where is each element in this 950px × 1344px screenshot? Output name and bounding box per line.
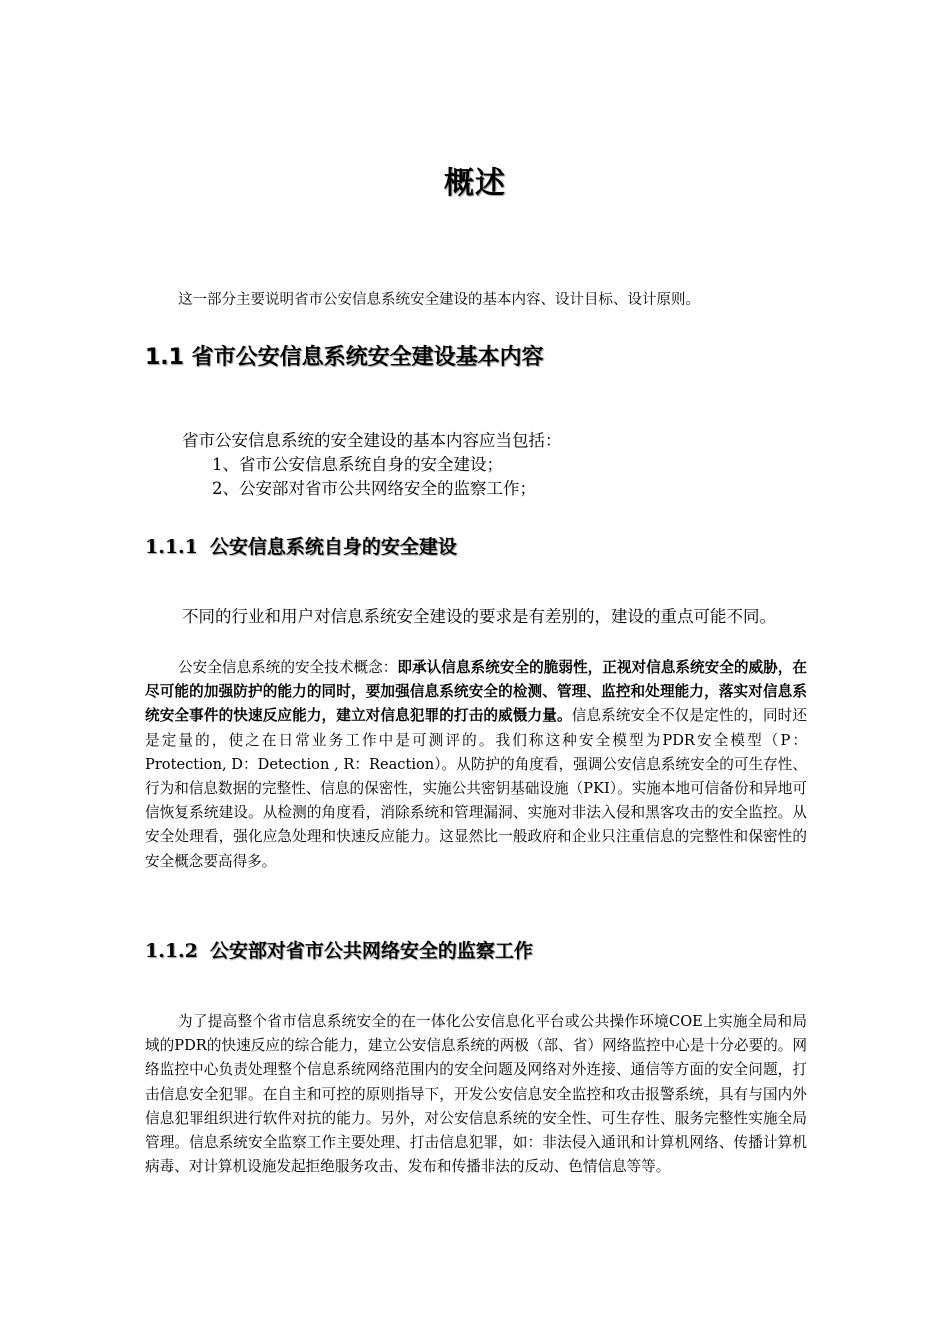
section-number: 1.1.2 xyxy=(145,940,198,962)
paragraph-emphasis: 即承认信息系统安全的脆弱性，正视对信息系统安全的威胁，在尽可能的加强防护的能力的同时，要加强信息系统安全的检测、管理、监控和处理能力，落实对信息系统安全事件的快速反应能力，建立对信息犯罪的打击的威慑力量。 xyxy=(145,659,807,725)
intro-text: 这一部分主要说明省市公安信息系统安全建设的基本内容、设计目标、设计原则。 xyxy=(178,292,700,308)
section-title: 公安部对省市公共网络安全的监察工作 xyxy=(209,940,533,962)
section-title: 公安信息系统自身的安全建设 xyxy=(209,536,457,558)
list-item: 1、省市公安信息系统自身的安全建设； xyxy=(212,455,503,474)
paragraph: 为了提高整个省市信息系统安全的在一体化公安信息化平台或公共操作环境COE上实施全局和局域的PDR的快速反应的综合能力，建立公安信息系统的两极（部、省）网络监控中心是十分必要的。网络监控中心负责处理整个信息系统网络范围内的安全问题及网络对外连接、通信等方面的安全问题，打击信息安全犯罪。在自主和可控的原则指导下，开发公安信息安全监控和攻击报警系统，具有与国内外信息犯罪组织进行软件对抗的能力。另外，对公安信息系统的安全性、可生存性、服务完整性实施全局管理。信息系统安全监察工作主要处理、打击信息犯罪，如：非法侵入通讯和计算机网络、传播计算机病毒、对计算机设施发起拒绝服务攻击、发布和传播非法的反动、色情信息等等。 xyxy=(145,1013,807,1176)
paragraph xyxy=(145,656,807,874)
paragraph: 不同的行业和用户对信息系统安全建设的要求是有差别的，建设的重点可能不同。 xyxy=(182,607,776,626)
paragraph-rest: 信息系统安全不仅是定性的，同时还是定量的，使之在日常业务工作中是可测评的。我们称这种安全模型为PDR安全模型（P：Protection, D：Detection , R：Reaction）。从防护的角度看，强调公安信息系统安全的可生存性、行为和信息数据的完整性、信息的保密性，实施公共密钥基础设施（PKI）。实施本地可信备份和异地可信恢复系统建设。从检测的角度看，消除系统和管理漏洞、实施对非法入侵和黑客攻击的安全监控。从安全处理看，强化应急处理和快速反应能力。这显然比一般政府和企业只注重信息的完整性和保密性的安全概念要高得多。 xyxy=(145,707,807,870)
section-number: 1.1.1 xyxy=(145,536,198,558)
section-1-1-1-heading xyxy=(145,532,457,559)
page-title: 概述 xyxy=(444,166,506,201)
list-item: 2、公安部对省市公共网络安全的监察工作； xyxy=(212,479,536,498)
section-1-1-lead: 省市公安信息系统的安全建设的基本内容应当包括： xyxy=(182,431,562,450)
paragraph-prefix: 公安全信息系统的安全技术概念： xyxy=(178,659,398,676)
section-1-1-heading: 1.1 省市公安信息系统安全建设基本内容 xyxy=(145,345,544,370)
section-1-1-2-heading xyxy=(145,936,533,963)
